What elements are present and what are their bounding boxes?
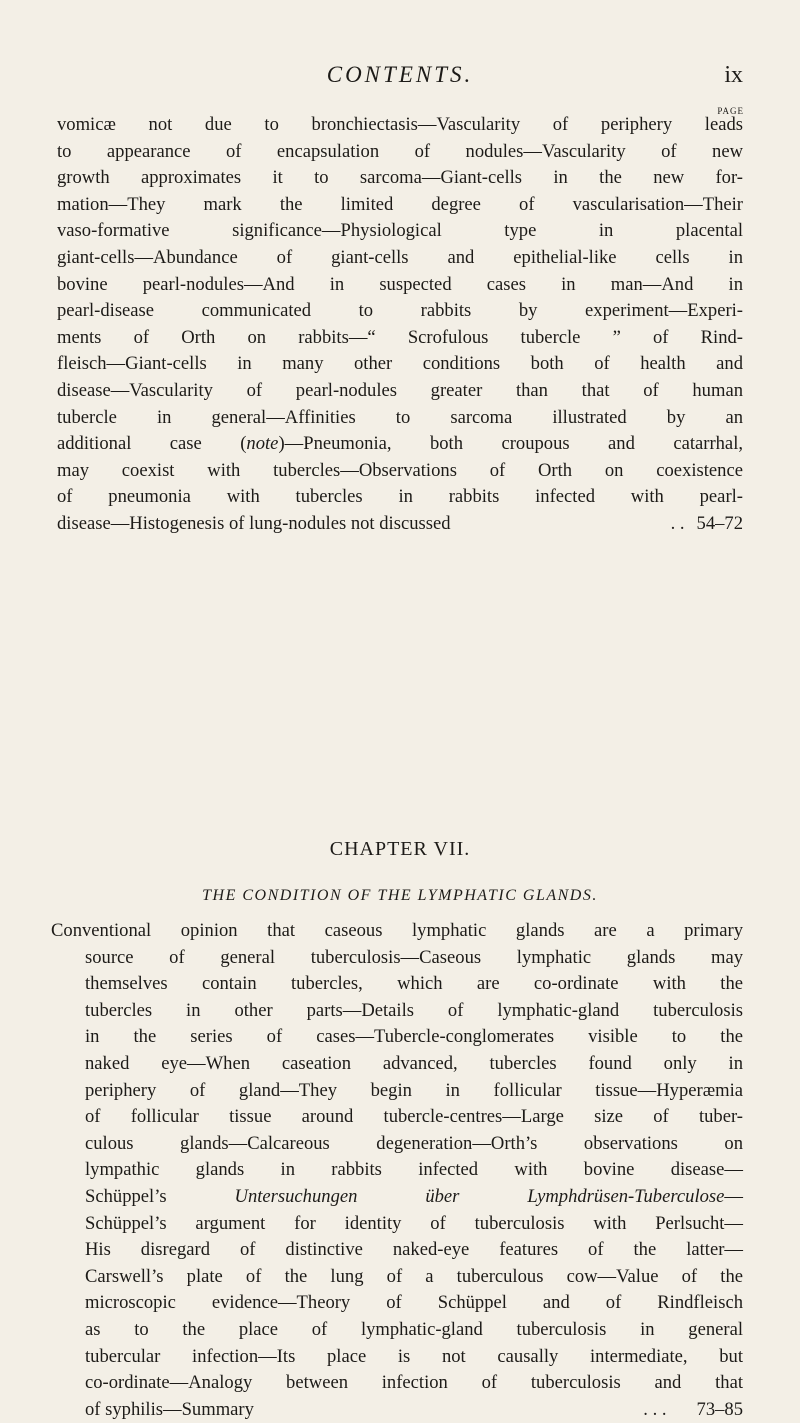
- toc-line: as to the place of lymphatic-gland tuberculosis in general: [85, 1318, 743, 1340]
- toc-line: of pneumonia with tubercles in rabbits infected with pearl-: [57, 486, 743, 508]
- toc-line: additional case (note)—Pneumonia, both croupous and catarrhal,: [57, 433, 744, 455]
- toc-line: source of general tuberculosis—Caseous lymphatic glands may: [85, 946, 743, 968]
- toc-line: co-ordinate—Analogy between infection of tuberculosis and that: [85, 1372, 743, 1394]
- page-range: 54–72: [696, 512, 743, 534]
- toc-line: to appearance of encapsulation of nodules—Vascularity of new: [57, 140, 743, 162]
- toc-line: lympathic glands in rabbits infected with bovine disease—: [85, 1159, 743, 1181]
- chapter-title: THE CONDITION OF THE LYMPHATIC GLANDS.: [202, 887, 598, 904]
- toc-line: Conventional opinion that caseous lymphatic glands are a primary: [51, 920, 743, 941]
- book-title: Untersuchungen über Lymphdrüsen-Tuberculose: [234, 1185, 725, 1207]
- toc-line: ments of Orth on rabbits—“ Scrofulous tubercle ” of Rind-: [57, 326, 743, 348]
- toc-line: tubercles in other parts—Details of lymphatic-gland tuberculosis: [85, 999, 743, 1021]
- toc-line: vaso-formative significance—Physiological type in placental: [57, 220, 743, 242]
- toc-line: bovine pearl-nodules—And in suspected cases in man—And in: [57, 273, 743, 295]
- page-column-label: PAGE: [717, 106, 744, 116]
- note-marker: note: [246, 433, 279, 455]
- toc-line: growth approximates it to sarcoma—Giant-cells in the new for-: [57, 167, 743, 189]
- page-number: ix: [724, 62, 743, 88]
- toc-line: mation—They mark the limited degree of vascularisation—Their: [57, 193, 743, 215]
- toc-line-text: disease—Histogenesis of lung-nodules not discussed: [57, 512, 451, 534]
- page-range: 73–85: [696, 1398, 743, 1420]
- dot-leaders: . . .: [643, 1398, 667, 1420]
- toc-line-text: of syphilis—Summary: [85, 1398, 254, 1420]
- running-head: [0, 62, 800, 102]
- toc-line: disease—Vascularity of pearl-nodules greater than that of human: [57, 379, 743, 401]
- chapter-heading: CHAPTER VII.: [329, 838, 471, 860]
- toc-line: fleisch—Giant-cells in many other conditions both of health and: [57, 353, 743, 375]
- toc-line: naked eye—When caseation advanced, tubercles found only in: [85, 1052, 743, 1074]
- toc-line: themselves contain tubercles, which are co-ordinate with the: [85, 973, 743, 995]
- toc-line: giant-cells—Abundance of giant-cells and epithelial-like cells in: [57, 246, 743, 268]
- toc-entry-chapter-vii: [51, 918, 743, 1423]
- toc-line: of follicular tissue around tubercle-centres—Large size of tuber-: [85, 1106, 743, 1128]
- toc-line: in the series of cases—Tubercle-conglomerates visible to the: [85, 1026, 743, 1048]
- toc-entry-chapter-vi-continued: [57, 112, 743, 538]
- toc-line: pearl-disease communicated to rabbits by experiment—Experi-: [57, 300, 743, 322]
- toc-line: culous glands—Calcareous degeneration—Orth’s observations on: [85, 1132, 743, 1154]
- toc-last-line: [57, 511, 743, 538]
- toc-line: tubercle in general—Affinities to sarcoma illustrated by an: [57, 406, 743, 428]
- toc-line: may coexist with tubercles—Observations of Orth on coexistence: [57, 459, 743, 481]
- toc-line: tubercular infection—Its place is not causally intermediate, but: [85, 1345, 743, 1367]
- toc-line: vomicæ not due to bronchiectasis—Vascularity of periphery leads: [57, 114, 743, 135]
- toc-last-line: [57, 1397, 743, 1423]
- running-head-title: CONTENTS.: [326, 62, 474, 87]
- toc-line: Carswell’s plate of the lung of a tuberculous cow—Value of the: [85, 1265, 743, 1287]
- dot-leaders: . .: [670, 512, 685, 534]
- toc-line: microscopic evidence—Theory of Schüppel and of Rindfleisch: [85, 1292, 743, 1314]
- toc-line: Schüppel’s Untersuchungen über Lymphdrüsen-Tuberculose—: [85, 1185, 743, 1207]
- toc-line: periphery of gland—They begin in follicular tissue—Hyperæmia: [85, 1079, 743, 1101]
- toc-line: His disregard of distinctive naked-eye features of the latter—: [85, 1239, 743, 1261]
- toc-line: Schüppel’s argument for identity of tuberculosis with Perlsucht—: [85, 1212, 743, 1234]
